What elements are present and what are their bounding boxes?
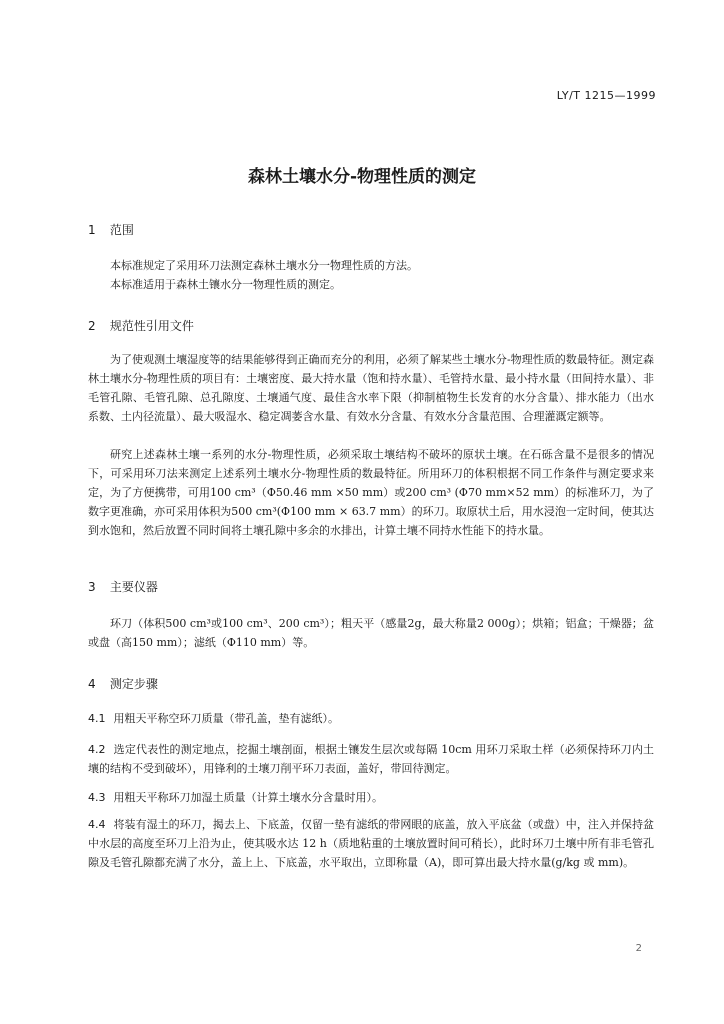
section-title: 测定步骤: [109, 677, 158, 691]
step-number: 4.2: [88, 743, 106, 756]
step-item: [88, 815, 654, 872]
section-1-line: 本标准适用于森林土镶水分一物理性质的测定。: [110, 278, 341, 291]
step-number: 4.4: [88, 818, 106, 831]
step-text: 用粗天平称空环刀质量（带孔盖，垫有滤纸）。: [113, 712, 339, 725]
section-2-heading: [88, 317, 194, 334]
section-number: 1: [88, 223, 96, 237]
step-item: [88, 709, 654, 728]
step-item: [88, 740, 654, 778]
page-number: 2: [635, 943, 642, 954]
step-number: 4.3: [88, 791, 106, 804]
step-item: [88, 788, 654, 807]
step-text: 将装有湿土的环刀，揭去上、下底盖，仅留一垫有滤纸的带网眼的底盖，放入平底盆（或盘）中，注入并保持盆中水层的高度至环刀上沿为止，使其吸水达 12 h（质地粘重的土壤放置时间可稍长），此时环刀土壤中所有非毛管孔隙及毛管孔隙都充满了水分，盖上上、下底盖，水平取出，立即称量（A)，即可算出最大持水量(g/kg 或 mm)。: [88, 818, 654, 869]
section-3-heading: [88, 578, 158, 595]
paragraph: 为了使观测土壤湿度等的结果能够得到正确而充分的利用，必须了解某些土壤水分-物理性质的数最特征。测定森林土壤水分-物理性质的项目有：土壤密度、最大持水量（饱和持水量）、毛管持水量、最小持水量（田间持水量）、非毛管孔隙、毛管孔隙、总孔隙度、土壤通气度、最佳含水率下限（抑制植物生长发育的水分含量）、排水能力（出水系数、土内径流量）、最大吸湿水、稳定凋萎含水量、有效水分含量、有效水分含量范围、合理灌溉定额等。: [88, 353, 654, 423]
section-number: 2: [88, 319, 96, 333]
document-title: 森林土壤水分-物理性质的测定: [247, 167, 477, 187]
section-title: 规范性引用文件: [109, 319, 194, 333]
step-text: 用粗天平称环刀加湿土质量（计算土壤水分含量时用）。: [113, 791, 383, 804]
section-title: 范围: [109, 223, 134, 237]
paragraph: 研究上述森林土壤一系列的水分-物理性质，必须采取土壤结构不破坏的原状土壤。在石砾含量不是很多的情况下，可采用环刀法来测定上述系列土壤水分-物理性质的数最特征。所用环刀的体积根据不同工作条件与测定要求来定，为了方便携带，可用100 cm³（Φ50.46 mm ×50 mm）或200 cm³ (Φ70 mm×52 mm）的标准环刀，为了数字更准确，亦可采用体积为500 cm³(Φ100 mm × 63.7 mm）的环刀。取原状土后，用水浸泡一定时间，使其达到水饱和，然后放置不同时间将土壤孔隙中多余的水排出，计算土壤不同持水性能下的持水量。: [88, 448, 654, 537]
section-1-heading: [88, 221, 134, 238]
standard-code: LY/T 1215—1999: [556, 89, 656, 102]
section-1-line: 本标准规定了采用环刀法测定森林土壤水分一物理性质的方法。: [110, 259, 418, 272]
section-title: 主要仪器: [109, 580, 158, 594]
step-number: 4.1: [88, 712, 106, 725]
paragraph: 环刀（体积500 cm³或100 cm³、200 cm³）；粗天平（感量2g，最大称量2 000g）；烘箱；铝盒；干燥器；盆或盘（高150 mm）；滤纸（Φ110 mm）等。: [88, 617, 654, 649]
section-number: 4: [88, 677, 96, 691]
step-text: 选定代表性的测定地点，挖掘土壤剖面，根据土镶发生层次或每隔 10cm 用环刀采取土样（必须保持环刀内土壤的结构不受到破坏），用锋利的土壤刀削平环刀表面，盖好，带回待测定。: [88, 743, 654, 775]
section-number: 3: [88, 580, 96, 594]
section-4-heading: [88, 675, 158, 692]
